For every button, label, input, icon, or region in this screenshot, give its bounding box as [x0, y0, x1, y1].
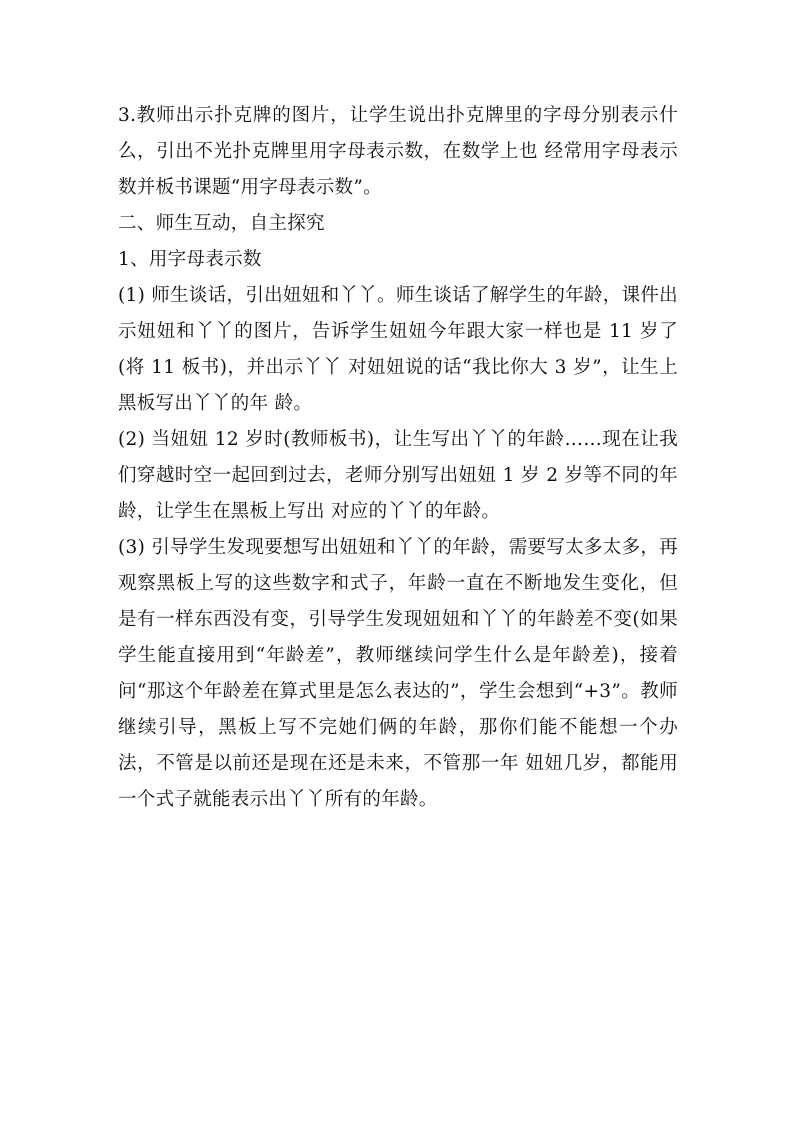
- subheading-letters-as-numbers: 1、用字母表示数: [118, 249, 262, 270]
- paragraph-item-1: (1) 师生谈话，引出妞妞和丫丫。师生谈话了解学生的年龄，课件出示妞妞和丫丫的图片，告诉学生妞妞今年跟大家一样也是 11 岁了(将 11 板书)，并出示丫丫 对妞妞说的话“我比你大 3 岁”，让生上黑板写出丫丫的年 龄。: [118, 285, 678, 414]
- paragraph-item-2: (2) 当妞妞 12 岁时(教师板书)，让生写出丫丫的年龄……现在让我们穿越时空一起回到过去，老师分别写出妞妞 1 岁 2 岁等不同的年龄，让学生在黑板上写出 对应的丫丫的年龄。: [118, 429, 678, 522]
- paragraph-step-3: 3.教师出示扑克牌的图片，让学生说出扑克牌里的字母分别表示什么，引出不光扑克牌里用字母表示数，在数学上也 经常用字母表示数并板书课题“用字母表示数”。: [118, 105, 678, 198]
- paragraph-item-3: (3) 引导学生发现要想写出妞妞和丫丫的年龄，需要写太多太多，再观察黑板上写的这些数字和式子，年龄一直在不断地发生变化，但是有一样东西没有变，引导学生发现妞妞和丫丫的年龄差不变(如果学生能直接用到“年龄差”，教师继续问学生什么是年龄差)，接着 问“那这个年龄差在算式里是怎么表达的”，学生会想到“+3”。教师继续引导，黑板上写不完她们俩的年龄，那你们能不能想一个办法，不管是以前还是现在还是未来，不管那一年 妞妞几岁，都能用一个式子就能表示出丫丫所有的年龄。: [118, 537, 678, 810]
- section-heading-interaction: 二、师生互动，自主探究: [118, 213, 325, 234]
- document-body: [118, 98, 678, 818]
